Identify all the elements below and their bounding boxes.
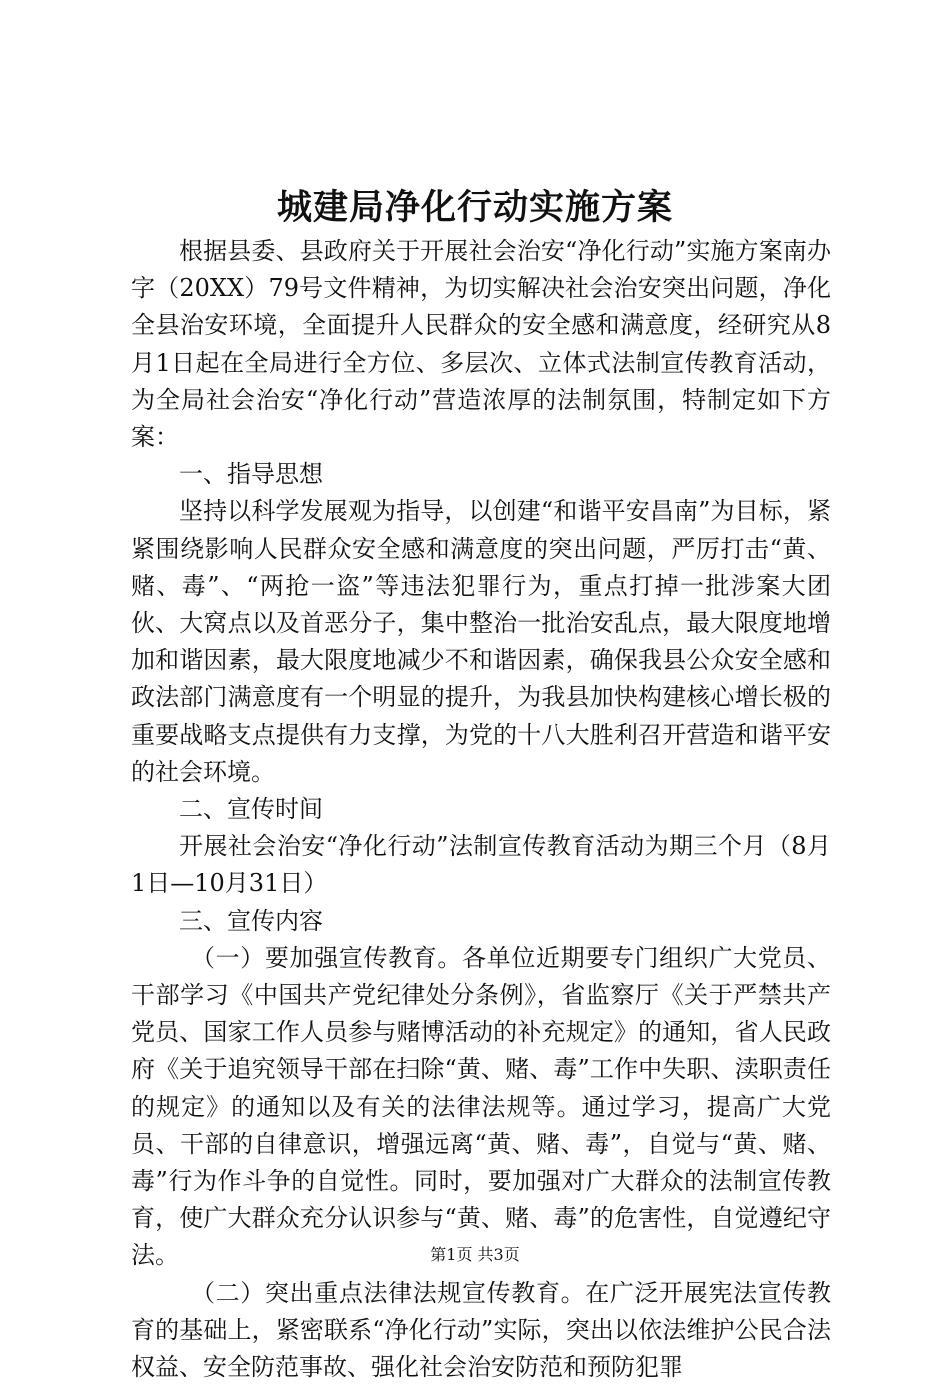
section-heading-publicity-content: 三、宣传内容 — [179, 906, 323, 935]
intro-paragraph: 根据县委、县政府关于开展社会治安“净化行动”实施方案南办字（20XX）79号文件精神，为切实解决社会治安突出问题，净化全县治安环境，全面提升人民群众的安全感和满意度，经研究从8月1日起在全局进行全方位、多层次、立体式法制宣传教育活动，为全局社会治安“净化行动”营造浓厚的法制氛围，特制定如下方案： — [131, 237, 831, 452]
section-heading-publicity-time: 二、宣传时间 — [179, 795, 323, 824]
page-number-footer: 第1页 共3页 — [430, 1245, 520, 1264]
document-title: 城建局净化行动实施方案 — [276, 187, 673, 228]
guiding-ideology-paragraph: 坚持以科学发展观为指导，以创建“和谐平安昌南”为目标，紧紧围绕影响人民群众安全感和满意度的突出问题，严厉打击“黄、赌、毒”、“两抢一盗”等违法犯罪行为，重点打掉一批涉案大团伙、大窝点以及首恶分子，集中整治一批治安乱点，最大限度地增加和谐因素，最大限度地减少不和谐因素，确保我县公众安全感和政法部门满意度有一个明显的提升，为我县加快构建核心增长极的重要战略支点提供有力支撑，为党的十八大胜利召开营造和谐平安的社会环境。 — [131, 497, 831, 786]
publicity-time-paragraph: 开展社会治安“净化行动”法制宣传教育活动为期三个月（8月1日—10月31日） — [131, 832, 831, 898]
content-item-1-paragraph: （一）要加强宣传教育。各单位近期要专门组织广大党员、干部学习《中国共产党纪律处分条例》，省监察厅《关于严禁共产党员、国家工作人员参与赌博活动的补充规定》的通知，省人民政府《关于追究领导干部在扫除“黄、赌、毒”工作中失职、渎职责任的规定》的通知以及有关的法律法规等。通过学习，提高广大党员、干部的自律意识，增强远离“黄、赌、毒”，自觉与“黄、赌、毒”行为作斗争的自觉性。同时，要加强对广大群众的法制宣传教育，使广大群众充分认识参与“黄、赌、毒”的危害性，自觉遵纪守法。 — [131, 943, 831, 1270]
document-body — [131, 233, 831, 1386]
content-item-2-paragraph: （二）突出重点法律法规宣传教育。在广泛开展宪法宣传教育的基础上，紧密联系“净化行动”实际，突出以依法维护公民合法权益、安全防范事故、强化社会治安防范和预防犯罪 — [131, 1278, 831, 1382]
section-heading-guiding-ideology: 一、指导思想 — [179, 460, 323, 489]
